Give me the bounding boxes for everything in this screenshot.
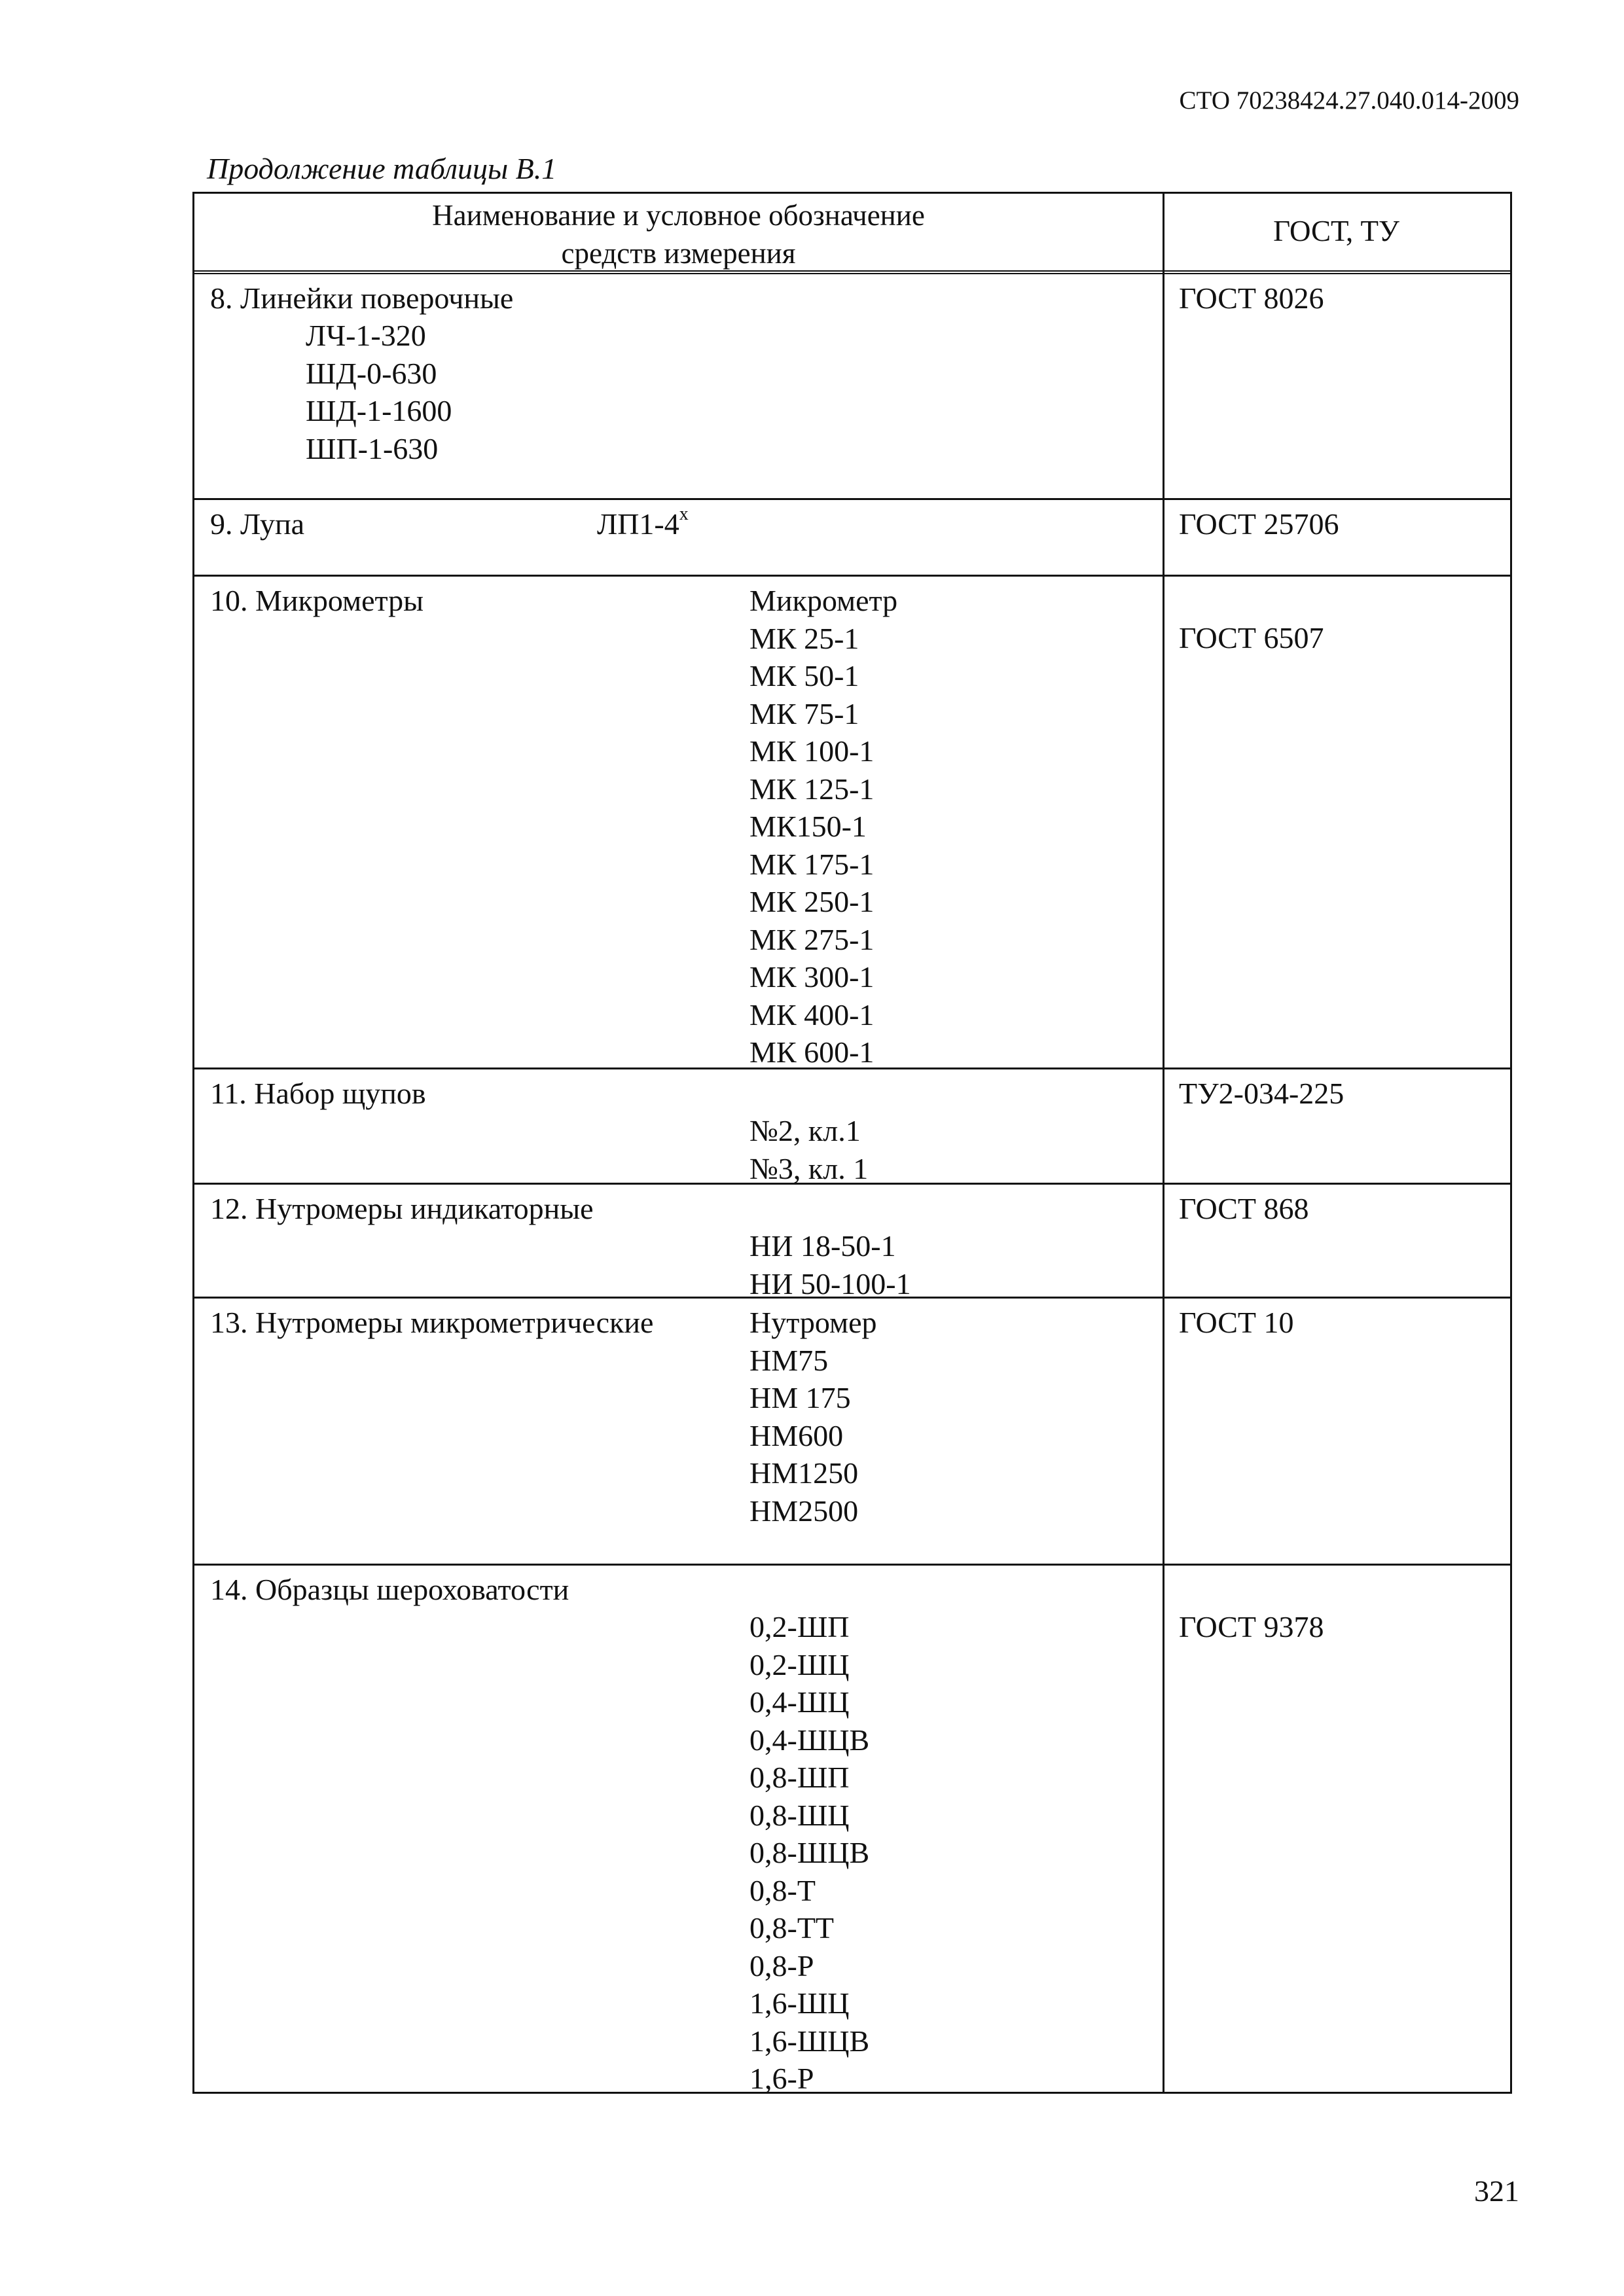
table-row xyxy=(194,575,1510,1067)
list-item: ШП-1-630 xyxy=(306,431,439,465)
row-name: 9. Лупа xyxy=(210,507,305,541)
list-item: НИ 50-100-1 xyxy=(749,1266,911,1300)
column-header-gost: ГОСТ, ТУ xyxy=(1273,215,1399,247)
list-item: 0,8-ШП xyxy=(749,1761,850,1794)
list-item: Микрометр xyxy=(749,584,898,617)
list-item: 0,2-ШП xyxy=(749,1610,850,1643)
table-row xyxy=(194,1067,1510,1183)
measuring-instruments-table xyxy=(192,192,1512,2094)
list-item: 1,6-ШЦВ xyxy=(749,2024,870,2058)
list-item: МК 100-1 xyxy=(749,734,875,768)
row-gost: ГОСТ 8026 xyxy=(1179,281,1324,315)
model-superscript: х xyxy=(679,503,689,524)
list-item: 0,4-ШЦВ xyxy=(749,1723,870,1757)
list-item: Нутромер xyxy=(749,1306,877,1339)
list-item: МК 300-1 xyxy=(749,960,875,994)
column-header-name-line1: Наименование и условное обозначение xyxy=(432,199,925,232)
list-item: 0,8-Р xyxy=(749,1948,814,1982)
row-name: 11. Набор щупов xyxy=(210,1077,426,1110)
table-row xyxy=(194,1183,1510,1300)
list-item: МК 50-1 xyxy=(749,659,859,692)
list-item: 0,8-ШЦВ xyxy=(749,1836,870,1869)
page-number: 321 xyxy=(1474,2174,1519,2208)
list-item: МК 250-1 xyxy=(749,885,875,918)
list-item: ШД-1-1600 xyxy=(306,394,452,427)
row-name: 10. Микрометры xyxy=(210,584,424,617)
row-items xyxy=(306,317,452,467)
list-item: МК150-1 xyxy=(749,810,867,843)
row-gost: ТУ2-034-225 xyxy=(1179,1077,1344,1110)
list-item: МК 400-1 xyxy=(749,997,875,1031)
row-name: 12. Нутромеры индикаторные xyxy=(210,1192,594,1225)
row-gost: ГОСТ 868 xyxy=(1179,1192,1309,1225)
model-text: ЛП1-4 xyxy=(597,507,679,541)
list-item: МК 125-1 xyxy=(749,772,875,806)
row-model xyxy=(597,505,689,543)
list-item: 0,8-ШЦ xyxy=(749,1798,850,1832)
table-row xyxy=(194,1564,1510,2095)
list-item: НМ75 xyxy=(749,1343,829,1377)
table-row xyxy=(194,1297,1510,1564)
list-item: МК 25-1 xyxy=(749,621,859,655)
table-row xyxy=(194,498,1510,575)
list-item: 1,6-ШЦ xyxy=(749,1986,850,2020)
document-code: СТО 70238424.27.040.014-2009 xyxy=(1179,86,1519,115)
list-item: НМ2500 xyxy=(749,1494,859,1528)
list-item: НМ1250 xyxy=(749,1456,859,1490)
list-item: МК 600-1 xyxy=(749,1035,875,1069)
row-items xyxy=(749,1227,911,1302)
row-gost: ГОСТ 25706 xyxy=(1179,507,1339,541)
row-items xyxy=(749,1112,868,1187)
list-item: 0,2-ШЦ xyxy=(749,1647,850,1681)
table-row xyxy=(194,274,1510,498)
list-item: МК 75-1 xyxy=(749,696,859,730)
row-items xyxy=(749,1304,877,1530)
column-header-name-line2: средств измерения xyxy=(561,236,796,270)
list-item: ЛЧ-1-320 xyxy=(306,319,426,352)
row-gost: ГОСТ 9378 xyxy=(1179,1610,1324,1643)
row-items xyxy=(749,582,897,1071)
row-name: 14. Образцы шероховатости xyxy=(210,1573,569,1606)
list-item: ШД-0-630 xyxy=(306,356,437,390)
list-item: НИ 18-50-1 xyxy=(749,1229,896,1263)
list-item: МК 175-1 xyxy=(749,847,875,881)
column-header-name xyxy=(194,198,1163,273)
list-item: НМ600 xyxy=(749,1418,844,1452)
list-item: МК 275-1 xyxy=(749,922,875,956)
list-item: НМ 175 xyxy=(749,1381,851,1414)
row-gost: ГОСТ 6507 xyxy=(1179,621,1324,655)
list-item: №2, кл.1 xyxy=(749,1114,861,1147)
row-gost: ГОСТ 10 xyxy=(1179,1306,1294,1339)
list-item: 0,4-ШЦ xyxy=(749,1685,850,1719)
row-name: 8. Линейки поверочные xyxy=(210,281,514,315)
list-item: 0,8-ТТ xyxy=(749,1911,835,1945)
row-items xyxy=(749,1608,869,2098)
table-header-row xyxy=(194,194,1510,274)
table-caption: Продолжение таблицы В.1 xyxy=(207,152,557,185)
row-name: 13. Нутромеры микрометрические xyxy=(210,1306,654,1339)
list-item: 1,6-Р xyxy=(749,2062,814,2095)
list-item: №3, кл. 1 xyxy=(749,1151,869,1185)
list-item: 0,8-Т xyxy=(749,1873,816,1907)
